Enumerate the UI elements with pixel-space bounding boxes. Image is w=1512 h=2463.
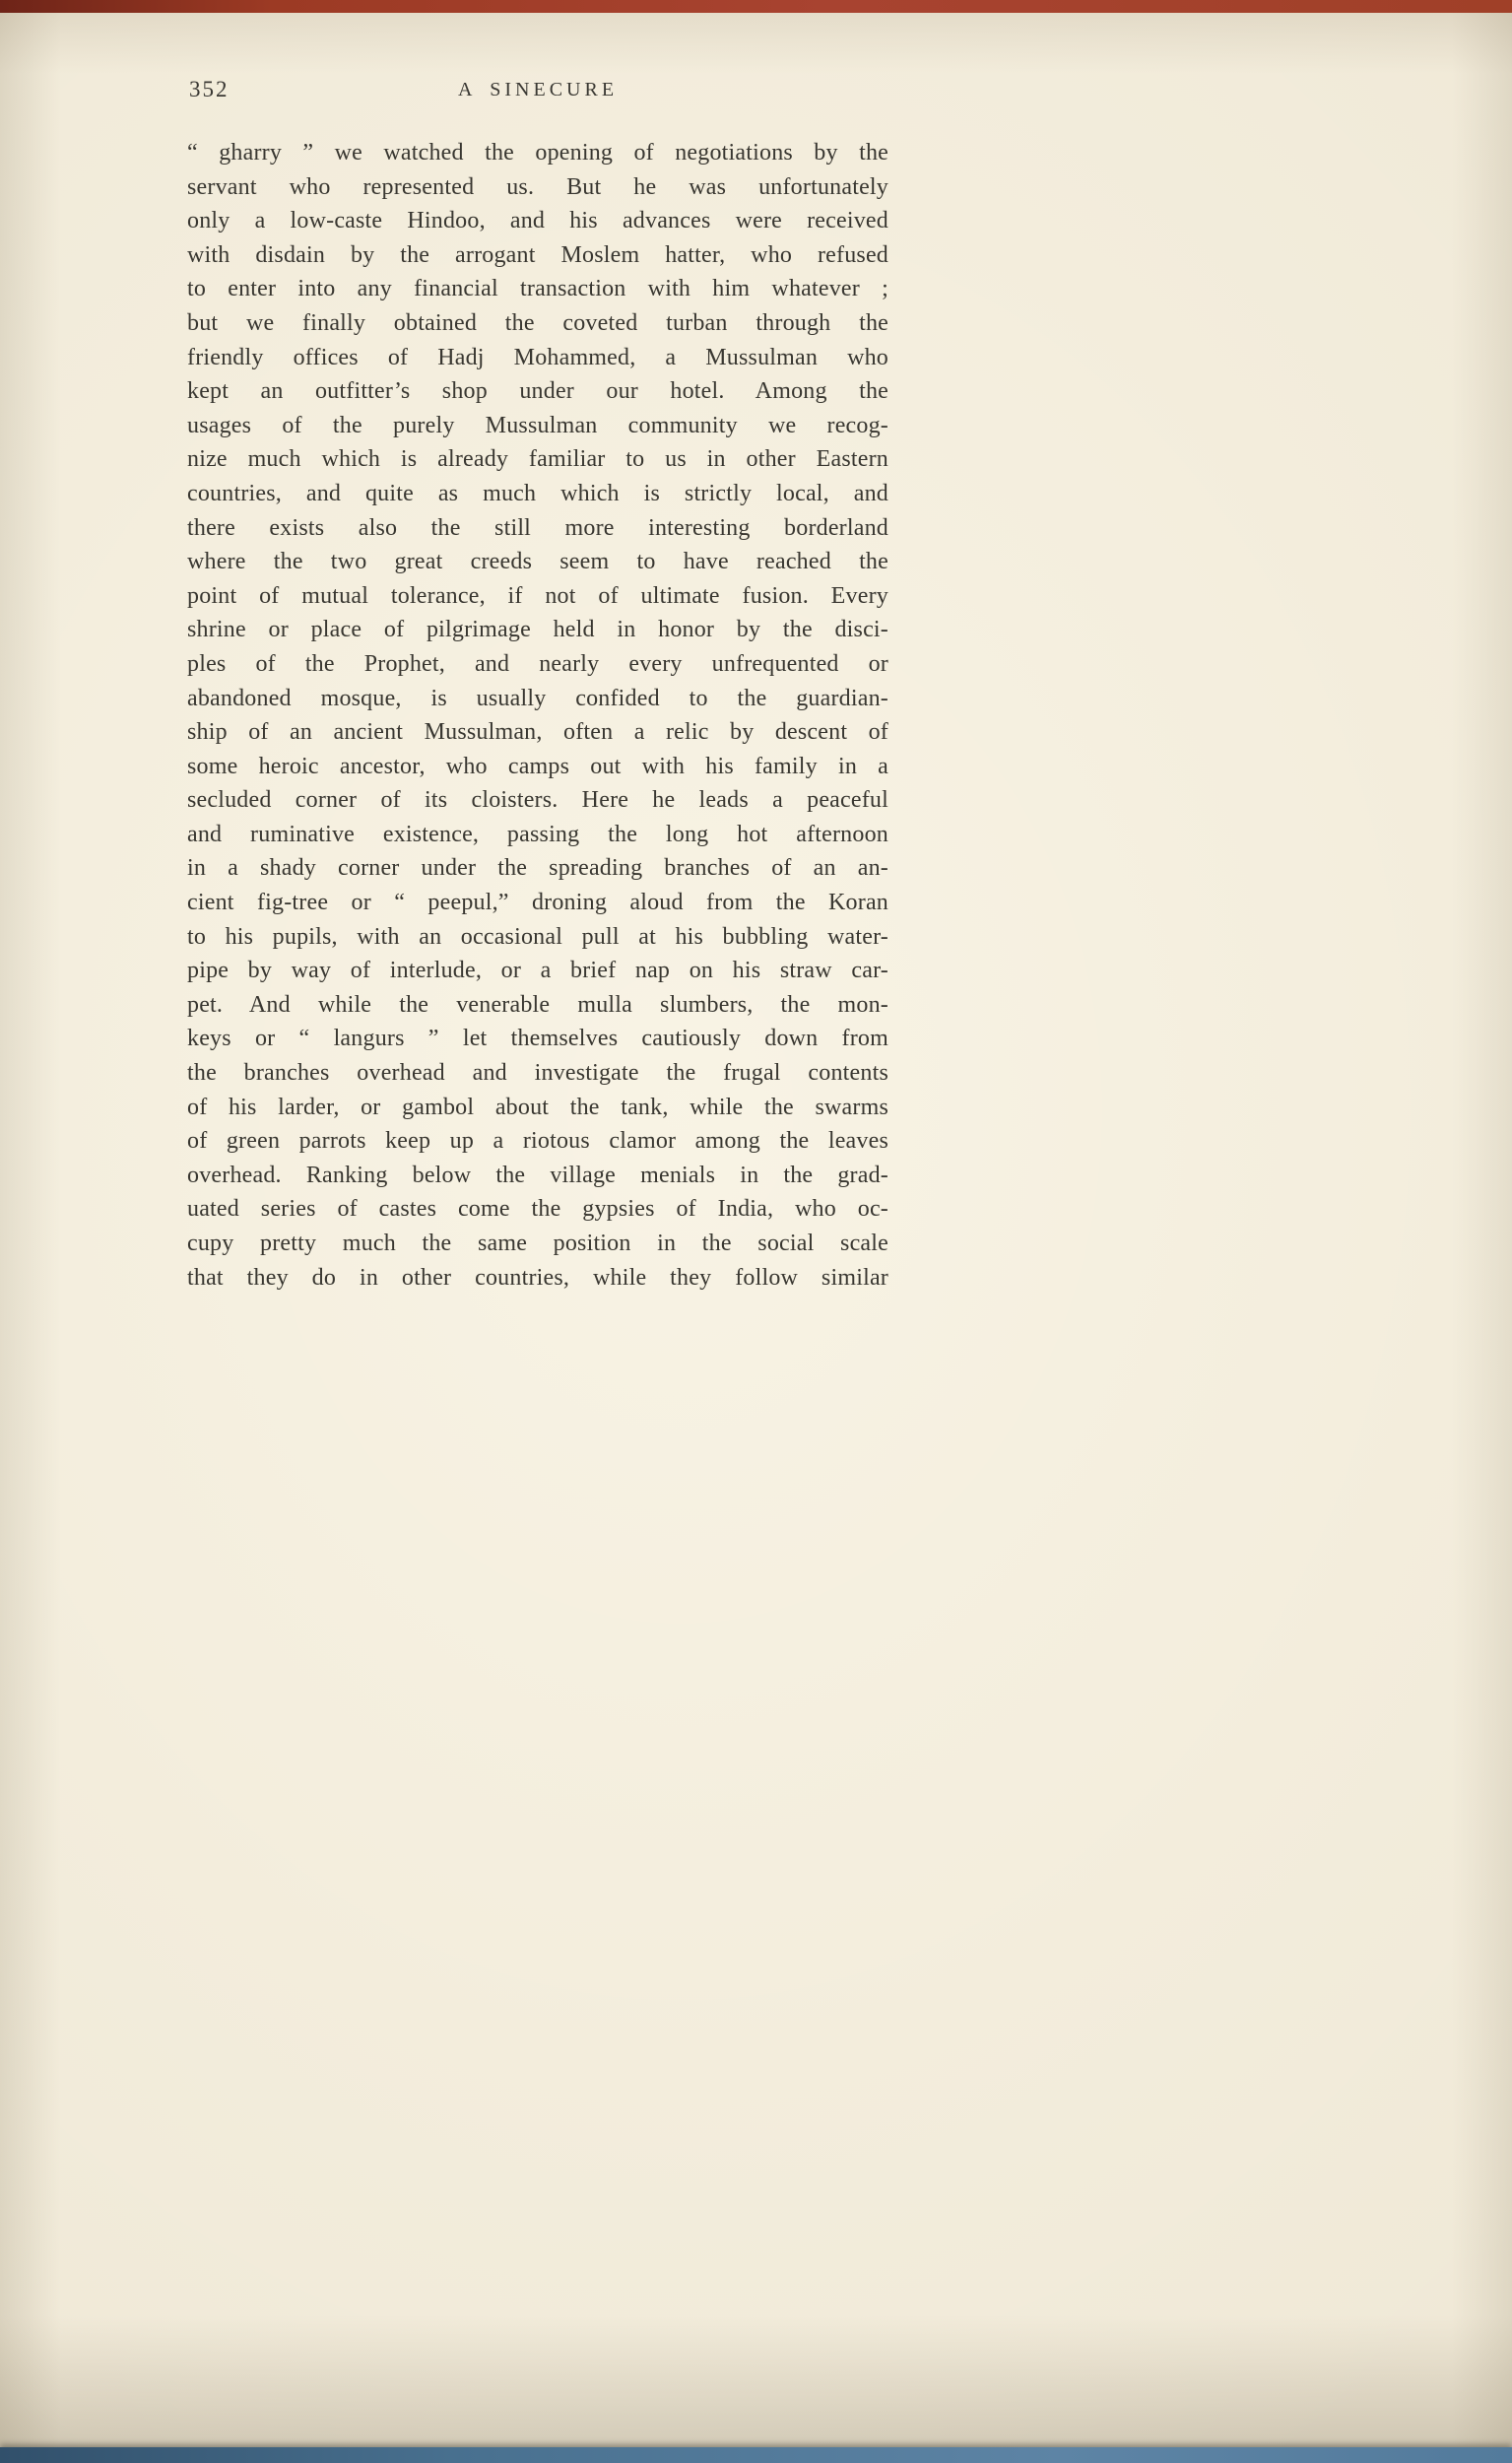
text-line: with disdain by the arrogant Moslem hatter, who refused [187, 241, 888, 268]
bottom-edge-strip [0, 2447, 1512, 2463]
text-line: cupy pretty much the same position in the social scale [187, 1231, 888, 1256]
text-line: friendly offices of Hadj Mohammed, a Mussulman who [187, 344, 888, 370]
text-line: to his pupils, with an occasional pull at his bubbling water- [187, 923, 888, 950]
text-line: abandoned mosque, is usually confided to the guardian- [187, 685, 888, 711]
text-line: ples of the Prophet, and nearly every unfrequented or [187, 650, 888, 677]
text-line: where the two great creeds seem to have reached the [187, 549, 888, 575]
text-line: uated series of castes come the gypsies of India, who oc- [187, 1196, 888, 1223]
text-line: the branches overhead and investigate the frugal contents [187, 1060, 888, 1087]
text-line: only a low-caste Hindoo, and his advances were received [187, 208, 888, 234]
text-line: in a shady corner under the spreading branches of an an- [187, 855, 888, 882]
text-line: and ruminative existence, passing the long hot afternoon [187, 821, 888, 847]
text-line: overhead. Ranking below the village menials in the grad- [187, 1162, 888, 1188]
text-line: there exists also the still more interesting borderland [187, 514, 888, 541]
running-head [0, 77, 1512, 110]
text-line: point of mutual tolerance, if not of ultimate fusion. Every [187, 582, 888, 609]
text-line: usages of the purely Mussulman community we recog- [187, 412, 888, 438]
text-line: but we finally obtained the coveted turban through the [187, 309, 888, 336]
text-line: pet. And while the venerable mulla slumbers, the mon- [187, 991, 888, 1018]
text-block [187, 136, 888, 1295]
text-line: shrine or place of pilgrimage held in honor by the disci- [187, 617, 888, 643]
text-line: ship of an ancient Mussulman, often a relic by descent of [187, 719, 888, 746]
text-line: that they do in other countries, while they follow similar [187, 1264, 888, 1291]
text-line: secluded corner of its cloisters. Here he leads a peaceful [187, 787, 888, 814]
text-line: keys or “ langurs ” let themselves cautiously down from [187, 1026, 888, 1052]
text-line: servant who represented us. But he was unfortunately [187, 173, 888, 200]
text-line: countries, and quite as much which is strictly local, and [187, 480, 888, 506]
text-line: pipe by way of interlude, or a brief nap on his straw car- [187, 958, 888, 984]
page-number: 352 [189, 77, 230, 101]
text-line: “ gharry ” we watched the opening of negotiations by the [187, 140, 888, 166]
top-edge-strip [0, 0, 1512, 13]
text-line: cient fig-tree or “ peepul,” droning aloud from the Koran [187, 890, 888, 916]
text-line: some heroic ancestor, who camps out with his family in a [187, 753, 888, 779]
text-line: of green parrots keep up a riotous clamor among the leaves [187, 1128, 888, 1155]
text-line: nize much which is already familiar to us in other Eastern [187, 446, 888, 473]
text-line: of his larder, or gambol about the tank, while the swarms [187, 1094, 888, 1120]
running-header-title: A SINECURE [457, 79, 619, 100]
text-line: kept an outfitter’s shop under our hotel. Among the [187, 378, 888, 405]
text-line: to enter into any financial transaction with him whatever ; [187, 276, 888, 302]
